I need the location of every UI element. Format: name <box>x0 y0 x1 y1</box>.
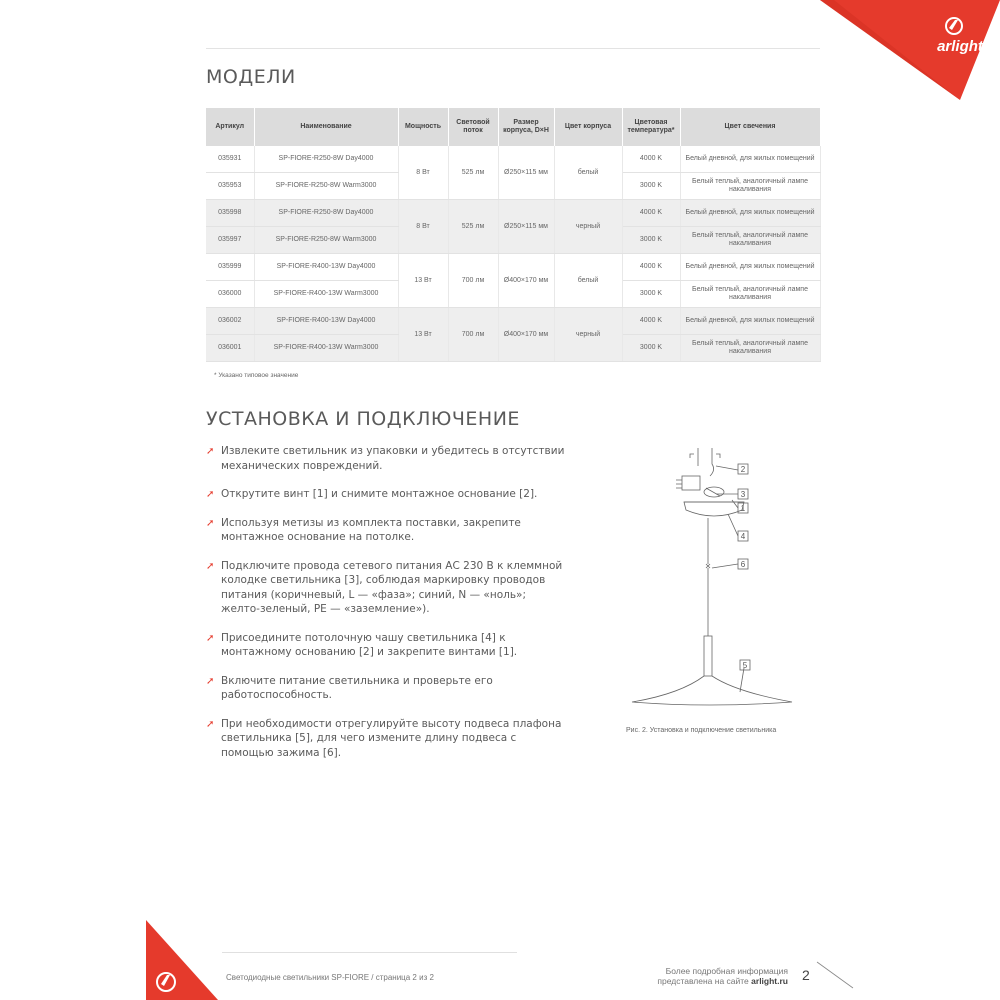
brand-logo-text: arlight <box>937 38 983 55</box>
cell-power: 8 Вт <box>398 146 448 200</box>
cell-glow: Белый теплый, аналогичный лампе накаливания <box>680 281 820 308</box>
cell-article: 035999 <box>206 254 254 281</box>
table-row <box>206 146 820 173</box>
cell-article: 035997 <box>206 227 254 254</box>
cell-temperature: 3000 K <box>622 227 680 254</box>
cell-article: 035998 <box>206 200 254 227</box>
cell-name: SP-FIORE-R250-8W Day4000 <box>254 146 398 173</box>
list-item <box>206 487 566 502</box>
cell-body-color: черный <box>554 200 622 254</box>
cell-article: 035953 <box>206 173 254 200</box>
footer-site-link[interactable]: arlight.ru <box>751 976 788 986</box>
footer-info-line1: Более подробная информация <box>665 966 788 976</box>
cell-temperature: 3000 K <box>622 335 680 362</box>
cell-body-color: белый <box>554 146 622 200</box>
header-flux: Световой поток <box>448 108 498 146</box>
cell-name: SP-FIORE-R400-13W Day4000 <box>254 308 398 335</box>
list-item <box>206 631 566 660</box>
cell-name: SP-FIORE-R250-8W Warm3000 <box>254 173 398 200</box>
header-glow: Цвет свечения <box>680 108 820 146</box>
step-text: Открутите винт [1] и снимите монтажное основание [2]. <box>221 488 538 500</box>
cell-temperature: 3000 K <box>622 281 680 308</box>
callout-label: 6 <box>740 560 746 569</box>
cell-temperature: 4000 K <box>622 308 680 335</box>
diagram-caption: Рис. 2. Установка и подключение светильника <box>626 727 777 734</box>
models-table <box>206 108 821 362</box>
arrow-bullet-icon: ➚ <box>206 560 215 572</box>
cell-article: 036002 <box>206 308 254 335</box>
step-text: Включите питание светильника и проверьте его работоспособность. <box>221 674 493 701</box>
cell-glow: Белый дневной, для жилых помещений <box>680 254 820 281</box>
arrow-bullet-icon: ➚ <box>206 446 215 457</box>
cell-name: SP-FIORE-R400-13W Warm3000 <box>254 335 398 362</box>
cell-article: 036001 <box>206 335 254 362</box>
cell-name: SP-FIORE-R400-13W Day4000 <box>254 254 398 281</box>
list-item <box>206 717 566 761</box>
cell-glow: Белый теплый, аналогичный лампе накаливания <box>680 335 820 362</box>
step-text: Подключите провода сетевого питания АС 230 В к клеммной колодке светильника [3], соблюдая маркировку проводов питания (коричневый, L — «фаза»; синий, N — «ноль»; желто-зеленый, PE — «заземление»). <box>221 559 563 615</box>
cell-size: Ø400×170 мм <box>498 308 554 362</box>
list-item <box>206 444 566 473</box>
callout-label: 2 <box>740 465 746 474</box>
arrow-bullet-icon: ➚ <box>206 718 215 730</box>
header-size: Размер корпуса, D×H <box>498 108 554 146</box>
brand-logo-footer <box>146 920 218 1000</box>
cell-power: 13 Вт <box>398 308 448 362</box>
step-text: Присоедините потолочную чашу светильника [4] к монтажному основанию [2] и закрепите винтами [1]. <box>221 631 518 658</box>
install-steps-list <box>206 444 566 774</box>
page-number: 2 <box>802 967 810 983</box>
cell-size: Ø250×115 мм <box>498 146 554 200</box>
cell-article: 035931 <box>206 146 254 173</box>
installation-diagram <box>620 440 820 720</box>
cell-size: Ø400×170 мм <box>498 254 554 308</box>
header-body-color: Цвет корпуса <box>554 108 622 146</box>
cell-temperature: 3000 K <box>622 173 680 200</box>
cell-name: SP-FIORE-R250-8W Day4000 <box>254 200 398 227</box>
cell-name: SP-FIORE-R250-8W Warm3000 <box>254 227 398 254</box>
cell-flux: 700 лм <box>448 254 498 308</box>
list-item <box>206 516 566 545</box>
header-power: Мощность <box>398 108 448 146</box>
cell-power: 13 Вт <box>398 254 448 308</box>
arrow-bullet-icon: ➚ <box>206 632 215 644</box>
callout-label: 1 <box>740 504 746 513</box>
table-footnote: * Указано типовое значение <box>214 372 299 379</box>
table-row <box>206 308 820 335</box>
arrow-bullet-icon: ➚ <box>206 517 215 529</box>
callout-label: 3 <box>740 490 746 499</box>
footer-document-title: Светодиодные светильники SP-FIORE / страница 2 из 2 <box>226 973 434 982</box>
table-row <box>206 254 820 281</box>
models-section-title: МОДЕЛИ <box>206 66 296 88</box>
footer-info <box>657 966 788 986</box>
step-text: Извлеките светильник из упаковки и убедитесь в отсутствии механических повреждений. <box>221 445 565 472</box>
cell-temperature: 4000 K <box>622 254 680 281</box>
list-item <box>206 559 566 617</box>
header-article: Артикул <box>206 108 254 146</box>
step-text: Используя метизы из комплекта поставки, закрепите монтажное основание на потолке. <box>221 516 521 543</box>
cell-glow: Белый теплый, аналогичный лампе накаливания <box>680 173 820 200</box>
cell-glow: Белый дневной, для жилых помещений <box>680 200 820 227</box>
header-temperature: Цветовая температура* <box>622 108 680 146</box>
cell-flux: 525 лм <box>448 146 498 200</box>
step-text: При необходимости отрегулируйте высоту подвеса плафона светильника [5], для чего измените длину подвеса с помощью зажима [6]. <box>221 717 562 759</box>
table-header-row <box>206 108 820 146</box>
arrow-bullet-icon: ➚ <box>206 675 215 687</box>
page-number-slash <box>815 960 855 990</box>
list-item <box>206 674 566 703</box>
cell-body-color: белый <box>554 254 622 308</box>
header-name: Наименование <box>254 108 398 146</box>
cell-glow: Белый дневной, для жилых помещений <box>680 308 820 335</box>
cell-size: Ø250×115 мм <box>498 200 554 254</box>
cell-power: 8 Вт <box>398 200 448 254</box>
callout-label: 5 <box>742 661 748 670</box>
cell-name: SP-FIORE-R400-13W Warm3000 <box>254 281 398 308</box>
footer-divider <box>222 952 517 953</box>
callout-label: 4 <box>740 532 746 541</box>
arrow-bullet-icon: ➚ <box>206 489 215 500</box>
cell-glow: Белый дневной, для жилых помещений <box>680 146 820 173</box>
footer-info-line2: представлена на сайте <box>657 976 752 986</box>
cell-article: 036000 <box>206 281 254 308</box>
cell-temperature: 4000 K <box>622 146 680 173</box>
top-divider <box>206 48 820 49</box>
cell-glow: Белый теплый, аналогичный лампе накаливания <box>680 227 820 254</box>
cell-body-color: черный <box>554 308 622 362</box>
cell-flux: 700 лм <box>448 308 498 362</box>
cell-flux: 525 лм <box>448 200 498 254</box>
install-section-title: УСТАНОВКА И ПОДКЛЮЧЕНИЕ <box>206 408 520 430</box>
table-row <box>206 200 820 227</box>
cell-temperature: 4000 K <box>622 200 680 227</box>
brand-logo-corner <box>820 0 1000 100</box>
